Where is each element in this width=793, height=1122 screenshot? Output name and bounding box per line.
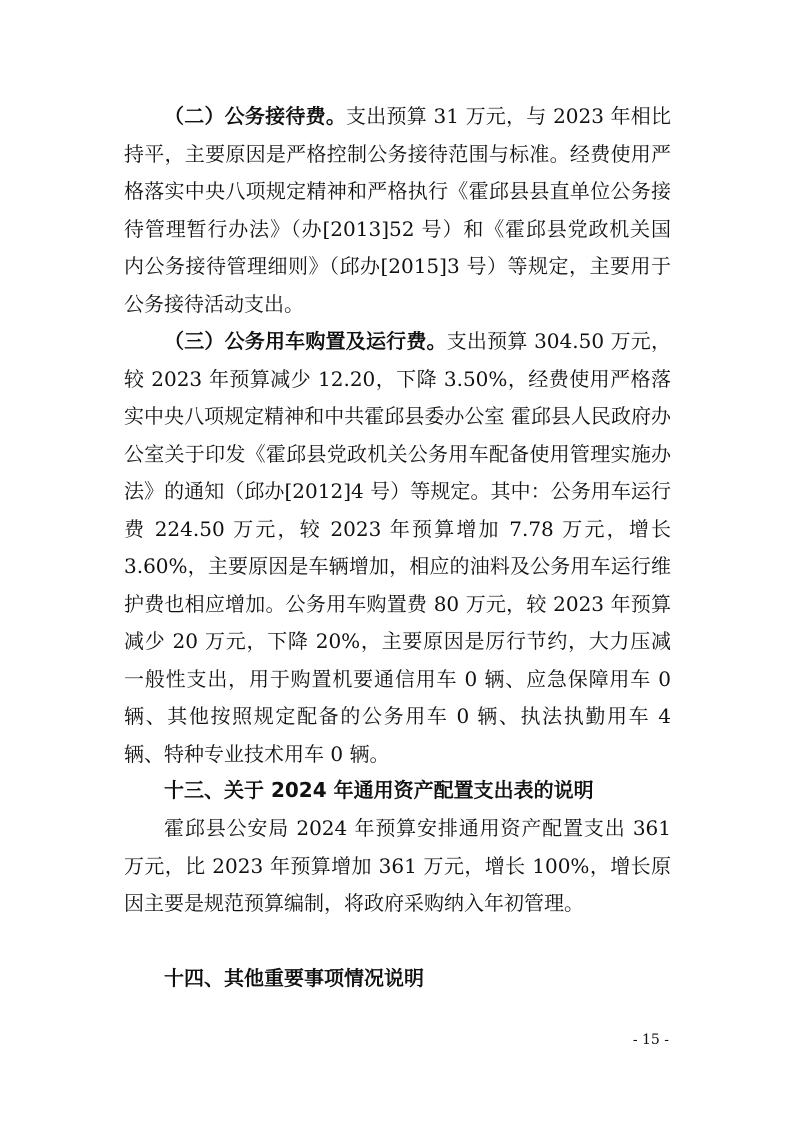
page-number: - 15 - xyxy=(632,1032,669,1048)
vehicle-fee-body: 支出预算 304.50 万元，较 2023 年预算减少 12.20，下降 3.50%，经费使用严格落实中央八项规定精神和中共霍邱县委办公室 霍邱县人民政府办公室关于印发《霍邱县党政机关公务用车配备使用管理实施办法》的通知（邱办[2012]4 号）等规定。其中：公务用车运行费 224.50 万元，较 2023 年预算增加 7.78 万元，增长 3.60%，主要原因是车辆增加，相应的油料及公务用车运行维护费也相应增加。公务用车购置费 80 万元，较 2023 年预算减少 20 万元，下降 20%，主要原因是厉行节约，大力压减一般性支出，用于购置机要通信用车 0 辆、应急保障用车 0 辆、其他按照规定配备的公务用车 0 辆、执法执勤用车 4 辆、特种专业技术用车 0 辆。 xyxy=(124,329,671,766)
paragraph-reception-fee xyxy=(124,98,671,323)
section-13-heading: 十三、关于 2024 年通用资产配置支出表的说明 xyxy=(164,778,594,802)
paragraph-asset-allocation: 霍邱县公安局 2024 年预算安排通用资产配置支出 361 万元，比 2023 年预算增加 361 万元，增长 100%，增长原因主要是规范预算编制，将政府采购纳入年初管理。 xyxy=(124,816,671,915)
reception-fee-body: 支出预算 31 万元，与 2023 年相比持平，主要原因是严格控制公务接待范围与标准。经费使用严格落实中央八项规定精神和严格执行《霍邱县县直单位公务接待管理暂行办法》（办[2013]52 号）和《霍邱县党政机关国内公务接待管理细则》（邱办[2015]3 号）等规定，主要用于公务接待活动支出。 xyxy=(124,104,672,316)
section-14-heading: 十四、其他重要事项情况说明 xyxy=(164,966,424,990)
reception-fee-lead: （二）公务接待费。 xyxy=(164,104,347,128)
vehicle-fee-lead: （三）公务用车购置及运行费。 xyxy=(164,329,447,353)
paragraph-vehicle-fee xyxy=(124,323,671,773)
